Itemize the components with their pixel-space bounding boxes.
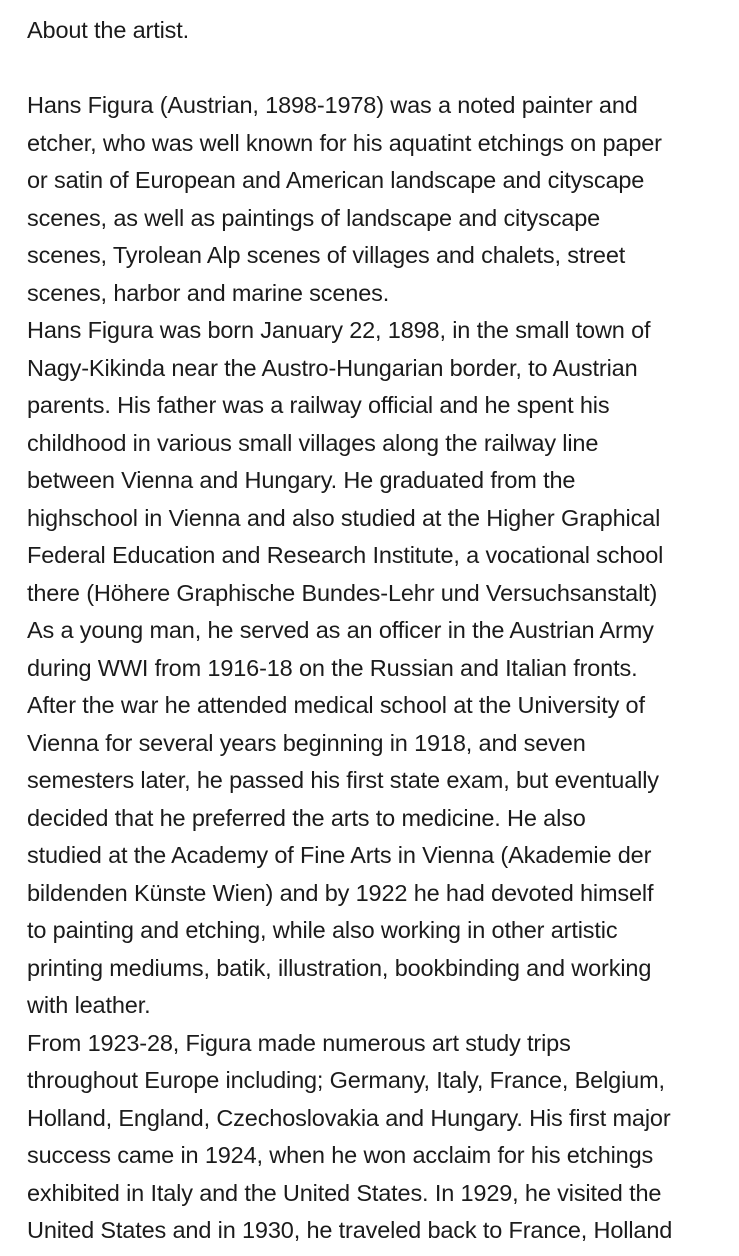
text-line: decided that he preferred the arts to medicine. He also <box>27 804 586 831</box>
text-line: or satin of European and American landscape and cityscape <box>27 167 645 193</box>
text-line: parents. His father was a railway official and he spent his <box>27 392 610 418</box>
blank-line <box>27 50 727 88</box>
text-line: between Vienna and Hungary. He graduated from the <box>27 467 576 493</box>
text-line: there (Höhere Graphische Bundes-Lehr und Versuchsanstalt) <box>27 579 658 606</box>
text-line: semesters later, he passed his first state exam, but eventually <box>27 767 659 793</box>
text-line: exhibited in Italy and the United States. In 1929, he visited the <box>27 1179 662 1206</box>
text-line: studied at the Academy of Fine Arts in Vienna (Akademie der <box>27 842 652 868</box>
paragraph-early-life <box>27 312 727 612</box>
text-line: with leather. <box>27 992 151 1018</box>
text-line: Hans Figura (Austrian, 1898-1978) was a noted painter and <box>27 92 638 118</box>
text-line: during WWI from 1916-18 on the Russian and Italian fronts. <box>27 654 638 681</box>
paragraph-travels <box>27 1025 727 1250</box>
text-line: Vienna for several years beginning in 1918, and seven <box>27 729 586 756</box>
paragraph-intro <box>27 87 727 312</box>
text-line: scenes, as well as paintings of landscape and cityscape <box>27 204 601 231</box>
text-line: Nagy-Kikinda near the Austro-Hungarian border, to Austrian <box>27 354 638 381</box>
text-line: Hans Figura was born January 22, 1898, in the small town of <box>27 317 651 343</box>
text-line: success came in 1924, when he won acclaim for his etchings <box>27 1142 654 1168</box>
text-line: As a young man, he served as an officer in the Austrian Army <box>27 617 654 643</box>
text-line: United States and in 1930, he traveled back to France, Holland <box>27 1217 673 1243</box>
section-heading: About the artist. <box>27 17 190 43</box>
paragraph-military-education <box>27 612 727 1025</box>
text-line: throughout Europe including; Germany, Italy, France, Belgium, <box>27 1067 665 1093</box>
text-line: printing mediums, batik, illustration, bookbinding and working <box>27 954 652 981</box>
text-line: From 1923-28, Figura made numerous art study trips <box>27 1029 571 1056</box>
text-line: scenes, Tyrolean Alp scenes of villages and chalets, street <box>27 242 626 268</box>
text-line: After the war he attended medical school at the University of <box>27 692 645 718</box>
text-line: Holland, England, Czechoslovakia and Hungary. His first major <box>27 1104 671 1131</box>
text-line: scenes, harbor and marine scenes. <box>27 279 390 306</box>
text-line: etcher, who was well known for his aquatint etchings on paper <box>27 129 662 156</box>
text-line: bildenden Künste Wien) and by 1922 he had devoted himself <box>27 879 654 906</box>
article <box>27 12 727 1250</box>
text-line: Federal Education and Research Institute, a vocational school <box>27 542 664 568</box>
text-line: highschool in Vienna and also studied at the Higher Graphical <box>27 504 661 531</box>
text-line: to painting and etching, while also working in other artistic <box>27 917 618 943</box>
text-line: childhood in various small villages along the railway line <box>27 429 599 456</box>
